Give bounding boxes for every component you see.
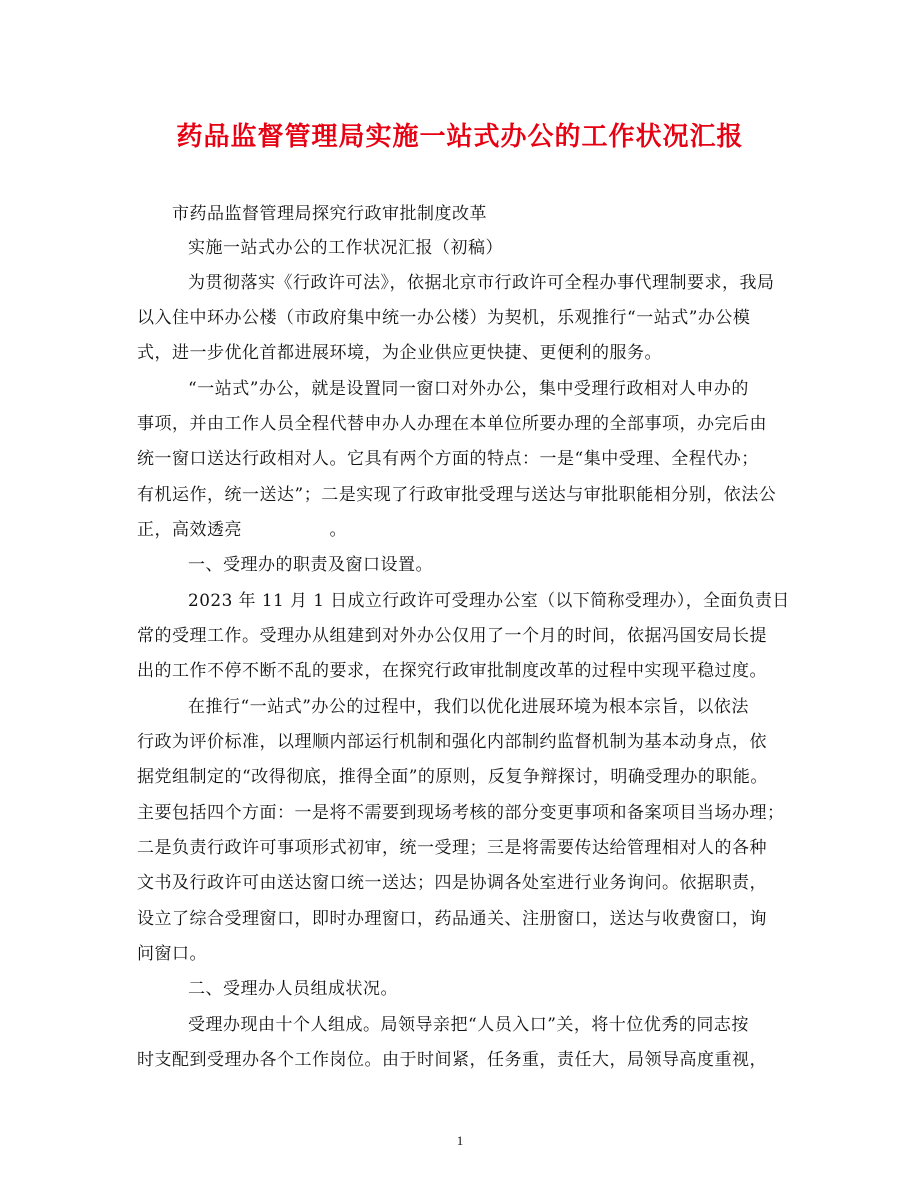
body-line: 设立了综合受理窗口，即时办理窗口，药品通关、注册窗口，送达与收费窗口，询 (137, 909, 767, 929)
body-line: 行政为评价标准，以理顺内部运行机制和强化内部制约监督机制为基本动身点，依 (137, 732, 767, 752)
body-line: 2023 年 11 月 1 日成立行政许可受理办公室（以下简称受理办），全面负责日 (188, 591, 790, 611)
body-line: 据党组制定的“改得彻底，推得全面”的原则，反复争辩探讨，明确受理办的职能。 (137, 767, 768, 787)
page-number: 1 (456, 1133, 464, 1148)
section-heading: 二、受理办人员组成状况。 (188, 979, 398, 999)
body-line: 受理办现由十个人组成。局领导亲把“人员入口”关，将十位优秀的同志按 (188, 1015, 749, 1035)
section-heading: 一、受理办的职责及窗口设置。 (188, 555, 433, 575)
body-line: “一站式”办公，就是设置同一窗口对外办公，集中受理行政相对人申办的 (188, 379, 749, 399)
body-line: 二是负责行政许可事项形式初审，统一受理；三是将需要传达给管理相对人的各种 (137, 838, 767, 858)
body-line: 问窗口。 (137, 944, 207, 964)
subtitle-line-2: 实施一站式办公的工作状况汇报（初稿） (188, 238, 503, 258)
body-line: 文书及行政许可由送达窗口统一送达；四是协调各处室进行业务询问。依据职责， (137, 873, 767, 893)
body-line: 有机运作，统一送达”；二是实现了行政审批受理与送达与审批职能相分别，依法公 (137, 485, 777, 505)
subtitle-line-1: 市药品监督管理局探究行政审批制度改革 (172, 204, 487, 224)
body-line: 时支配到受理办各个工作岗位。由于时间紧，任务重，责任大，局领导高度重视， (137, 1050, 767, 1070)
body-line: 正，高效透亮 。 (137, 520, 347, 540)
body-line: 在推行“一站式”办公的过程中，我们以优化进展环境为根本宗旨，以依法 (188, 697, 749, 717)
body-line: 常的受理工作。受理办从组建到对外办公仅用了一个月的时间，依据冯国安局长提 (137, 626, 767, 646)
body-line: 主要包括四个方面：一是将不需要到现场考核的部分变更事项和备案项目当场办理； (137, 803, 785, 823)
document-title: 药品监督管理局实施一站式办公的工作状况汇报 (176, 122, 744, 152)
body-line: 以入住中环办公楼（市政府集中统一办公楼）为契机，乐观推行“一站式”办公模 (137, 308, 751, 328)
body-line: 事项，并由工作人员全程代替申办人办理在本单位所要办理的全部事项，办完后由 (137, 414, 767, 434)
body-line: 出的工作不停不断不乱的要求，在探究行政审批制度改革的过程中实现平稳过度。 (137, 661, 767, 681)
body-line: 为贯彻落实《行政许可法》，依据北京市行政许可全程办事代理制要求，我局 (188, 273, 775, 293)
body-line: 统一窗口送达行政相对人。它具有两个方面的特点：一是“集中受理、全程代办； (137, 449, 759, 469)
body-line: 式，进一步优化首都进展环境，为企业供应更快捷、更便利的服务。 (137, 343, 662, 363)
